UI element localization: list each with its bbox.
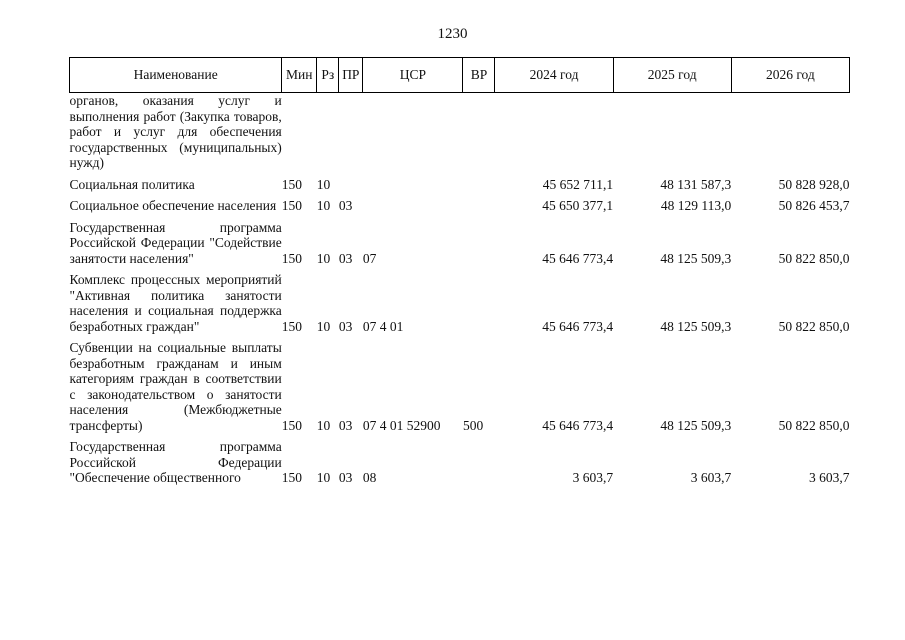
row-pr: 03	[338, 318, 353, 334]
header-2024: 2024 год	[495, 58, 613, 93]
header-csr: ЦСР	[363, 58, 463, 93]
row-vr	[463, 198, 495, 214]
table-row	[70, 93, 850, 171]
page-number: 1230	[437, 26, 468, 42]
header-name: Наименование	[70, 58, 282, 93]
row-csr	[363, 93, 463, 171]
row-pr: 03	[338, 417, 353, 433]
row-2024: 45 652 711,1	[542, 176, 614, 192]
row-rz: 10	[316, 250, 331, 266]
row-rz: 10	[316, 470, 331, 485]
row-2024	[495, 93, 613, 171]
row-name: Государственная программа Российской Федерации "Обеспечение общественного	[69, 439, 282, 485]
row-name: Социальное обеспечение населения	[69, 198, 277, 213]
row-csr: 07	[362, 250, 377, 266]
row-2026: 50 828 928,0	[778, 176, 850, 192]
row-csr: 08	[362, 470, 377, 485]
row-min: 150	[281, 250, 303, 266]
table-row	[70, 220, 850, 267]
row-csr: 07 4 01	[362, 318, 404, 334]
row-2025: 48 131 587,3	[660, 176, 732, 192]
row-2025: 48 129 113,0	[660, 198, 732, 213]
row-2026: 3 603,7	[809, 470, 850, 485]
row-2025	[613, 93, 731, 171]
row-2026: 50 822 850,0	[778, 250, 850, 266]
header-min: Мин	[282, 58, 317, 93]
row-2024: 45 650 377,1	[542, 198, 614, 213]
table-row	[70, 439, 850, 486]
row-2025: 48 125 509,3	[660, 417, 732, 433]
row-vr: 500	[462, 417, 484, 433]
row-pr: 03	[338, 470, 353, 485]
row-name: органов, оказания услуг и выполнения работ (Закупка товаров, работ и услуг для обеспечения государственных (муниципальных) нужд)	[69, 93, 282, 170]
header-2026: 2026 год	[731, 58, 849, 93]
row-name: Государственная программа Российской Федерации "Содействие занятости населения"	[69, 219, 282, 266]
row-min: 150	[281, 470, 303, 485]
row-min: 150	[281, 318, 303, 334]
row-min: 150	[281, 417, 303, 433]
row-vr	[463, 220, 495, 267]
row-pr	[339, 93, 363, 171]
row-2025: 48 125 509,3	[660, 250, 732, 266]
header-vr: ВР	[463, 58, 495, 93]
row-pr: 03	[338, 250, 353, 266]
row-2025: 48 125 509,3	[660, 318, 732, 334]
header-pr: ПР	[339, 58, 363, 93]
row-csr	[363, 198, 463, 214]
row-rz: 10	[316, 417, 331, 433]
row-2026: 50 822 850,0	[778, 318, 850, 334]
row-pr: 03	[338, 198, 353, 213]
row-min: 150	[281, 176, 303, 192]
row-pr	[339, 177, 363, 193]
row-min	[282, 93, 317, 171]
table-row	[70, 177, 850, 193]
row-csr: 07 4 01 52900	[362, 417, 441, 433]
budget-table	[69, 57, 850, 486]
row-name: Комплекс процессных мероприятий "Активная политика занятости населения и социальная поддержка безработных граждан"	[69, 272, 282, 334]
row-min: 150	[281, 198, 303, 213]
header-rz: Рз	[317, 58, 339, 93]
row-2025: 3 603,7	[690, 470, 732, 485]
row-2026: 50 826 453,7	[778, 198, 850, 213]
row-2024: 3 603,7	[572, 470, 614, 485]
row-vr	[463, 272, 495, 334]
row-name: Социальная политика	[69, 176, 195, 192]
row-2024: 45 646 773,4	[542, 417, 614, 433]
row-vr	[463, 439, 495, 486]
row-rz: 10	[316, 176, 331, 192]
table-header-row	[70, 58, 850, 93]
row-rz: 10	[316, 198, 331, 213]
row-vr	[463, 93, 495, 171]
table-row	[70, 272, 850, 334]
table-row	[70, 198, 850, 214]
row-2024: 45 646 773,4	[542, 318, 614, 334]
row-rz	[317, 93, 339, 171]
table-row	[70, 340, 850, 433]
row-name: Субвенции на социальные выплаты безработным гражданам и иным категориям граждан в соответствии с законодательством о занятости населения (Межбюджетные трансферты)	[69, 340, 282, 433]
row-2024: 45 646 773,4	[542, 250, 614, 266]
row-2026	[731, 93, 849, 171]
row-csr	[363, 177, 463, 193]
row-vr	[463, 177, 495, 193]
header-2025: 2025 год	[613, 58, 731, 93]
row-2026: 50 822 850,0	[778, 417, 850, 433]
row-rz: 10	[316, 318, 331, 334]
